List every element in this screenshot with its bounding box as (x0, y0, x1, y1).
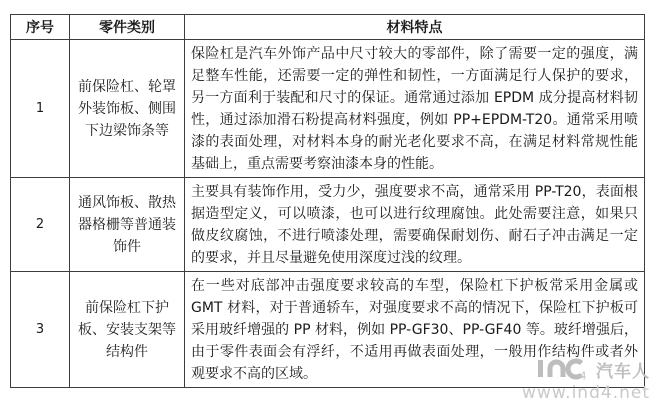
svg-text:4: 4 (579, 369, 587, 382)
column-header-category: 零件类别 (70, 15, 185, 40)
material-features-table (10, 14, 645, 388)
table-row (11, 40, 645, 178)
row-number: 2 (11, 178, 70, 272)
column-header-features: 材料特点 (185, 15, 645, 40)
material-features: 在一些对底部冲击强度要求较高的车型，保险杠下护板常采用金属或 GMT 材料，对于普通轿车，对强度要求不高的情况下，保险杠下护板可采用玻纤增强的 PP 材料，例如 PP-GF30、PP-GF40 等。玻纤增强后，由于零件表面会有浮纤，不适用再做表面处理，一般用作结构件或者外观要求不高的区域。 (185, 272, 645, 388)
row-number: 3 (11, 272, 70, 388)
row-number: 1 (11, 40, 70, 178)
table-row (11, 272, 645, 388)
part-category: 通风饰板、散热器格栅等普通装饰件 (70, 178, 185, 272)
part-category: 前保险杠、轮罩外装饰板、侧围下边梁饰条等 (70, 40, 185, 178)
watermark-brand-text: 汽车人 (596, 361, 650, 382)
part-category: 前保险杠下护板、安装支架等结构件 (70, 272, 185, 388)
watermark-url: www.ind4.net (522, 383, 650, 403)
header-row (11, 15, 645, 40)
material-features: 主要具有装饰作用，受力少，强度要求不高，通常采用 PP-T20，表面根据造型定义，可以喷漆，也可以进行纹理腐蚀。此处需要注意，如果只做皮纹腐蚀，不进行喷漆处理，需要确保耐划伤、耐石子冲击满足一定的要求，并且尽量避免使用深度过浅的纹理。 (185, 178, 645, 272)
table-row (11, 178, 645, 272)
column-header-no: 序号 (11, 15, 70, 40)
material-features: 保险杠是汽车外饰产品中尺寸较大的零部件，除了需要一定的强度，满足整车性能，还需要一定的弹性和韧性，一方面满足行人保护的要求，另一方面利于装配和尺寸的保证。通常通过添加 EPDM 成分提高材料韧性，通过添加滑石粉提高材料强度，例如 PP+EPDM-T20。通常采用喷漆的表面处理，对材料本身的耐光老化要求不高，在满足材料常规性能基础上，重点需要考察油漆本身的性能。 (185, 40, 645, 178)
